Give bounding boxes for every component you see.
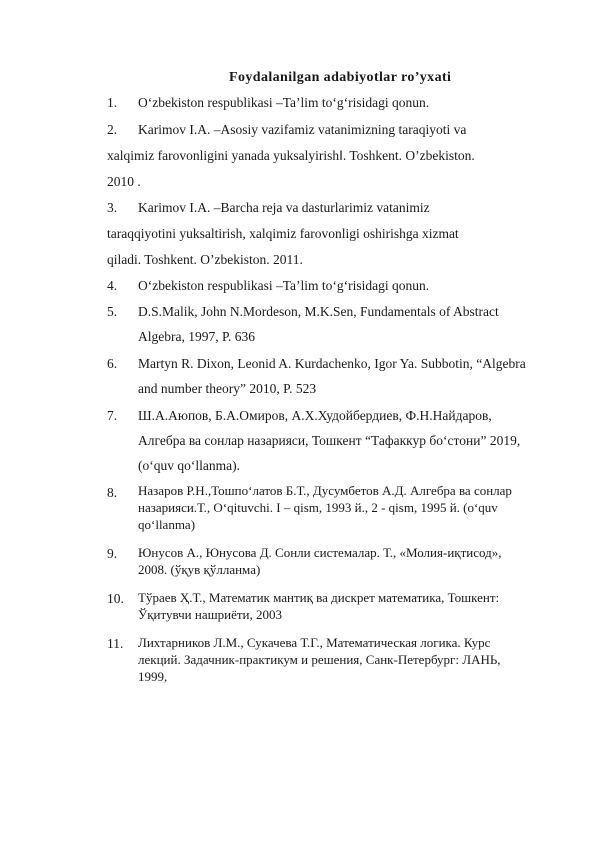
list-item-text: Karimov I.A. ‒Barcha reja va dasturlarimiz vatanimiz bbox=[138, 200, 430, 215]
list-item-text: лекций. Задачник-практикум и решения, Санк-Петербург: ЛАНЬ, bbox=[138, 652, 501, 667]
list-item-text: Назаров Р.Н.,Тошпо‘латов Б.Т., Дусумбетов А.Д. Алгебра ва сонлар bbox=[138, 483, 512, 498]
list-item-text: 1999, bbox=[138, 669, 168, 684]
list-item-text: Юнусов А., Юнусова Д. Сонли системалар. Т., «Молия-иқтисод», bbox=[138, 545, 502, 560]
list-item-text: Ўқитувчи нашриёти, 2003 bbox=[138, 607, 282, 622]
list-item-number: 11. bbox=[107, 636, 124, 651]
list-item-number: 10. bbox=[107, 591, 124, 606]
list-item-text: taraqqiyotini yuksaltirish, xalqimiz farovonligi oshirishga xizmat bbox=[107, 226, 459, 241]
list-item-text: and number theory” 2010, P. 523 bbox=[138, 381, 317, 396]
list-item-text: D.S.Malik, John N.Mordeson, M.K.Sen, Fundamentals of Abstract bbox=[138, 304, 499, 319]
list-item-text: 2010 . bbox=[107, 174, 141, 189]
list-item-text: xalqimiz farovonligini yanada yuksalyirish‖. Toshkent. O’zbekiston. bbox=[107, 148, 475, 163]
list-item-text: Тўраев Ҳ.Т., Математик мантиқ ва дискрет математика, Тошкент: bbox=[138, 590, 500, 605]
list-item-text: Martyn R. Dixon, Leonid A. Kurdachenko, Igor Ya. Subbotin, “Algebra bbox=[138, 356, 526, 371]
list-item-text: Ш.А.Аюпов, Б.А.Омиров, А.Х.Худойбердиев, Ф.Н.Найдаров, bbox=[138, 408, 492, 423]
list-item-number: 3. bbox=[107, 200, 118, 215]
list-item-text: 2008. (ўқув қўлланма) bbox=[138, 562, 261, 577]
list-item-number: 9. bbox=[107, 546, 118, 561]
list-item-text: Karimov I.A. ‒Asosiy vazifamiz vatanimizning taraqiyoti va bbox=[138, 122, 467, 137]
list-item-number: 7. bbox=[107, 408, 118, 423]
list-item-text: qo‘llanma) bbox=[138, 517, 196, 532]
page-title: Foydalanilgan adabiyotlar ro’yxati bbox=[229, 70, 452, 85]
list-item-number: 6. bbox=[107, 356, 118, 371]
list-item-text: Algebra, 1997, P. 636 bbox=[138, 329, 255, 344]
list-item-text: O‘zbekiston respublikasi ‒Ta’lim to‘g‘risidagi qonun. bbox=[138, 95, 430, 110]
list-item-number: 8. bbox=[107, 485, 118, 500]
list-item-text: (o‘quv qo‘llanma). bbox=[138, 458, 240, 473]
list-item-text: Алгебра ва сонлар назарияси, Тошкент “Тафаккур бо‘стони” 2019, bbox=[138, 433, 521, 448]
list-item-number: 2. bbox=[107, 122, 118, 137]
list-item-number: 5. bbox=[107, 304, 118, 319]
list-item-number: 4. bbox=[107, 278, 118, 293]
list-item-text: O‘zbekiston respublikasi ‒Ta’lim to‘g‘risidagi qonun. bbox=[138, 278, 430, 293]
list-item-text: назарияси.Т., O‘qituvchi. I – qism, 1993 й., 2 - qism, 1995 й. (o‘quv bbox=[138, 500, 498, 515]
list-item-text: qiladi. Toshkent. O’zbekiston. 2011. bbox=[107, 252, 303, 267]
list-item-number: 1. bbox=[107, 95, 118, 110]
list-item-text: Лихтарников Л.М., Сукачева Т.Г., Математическая логика. Курс bbox=[138, 635, 491, 650]
